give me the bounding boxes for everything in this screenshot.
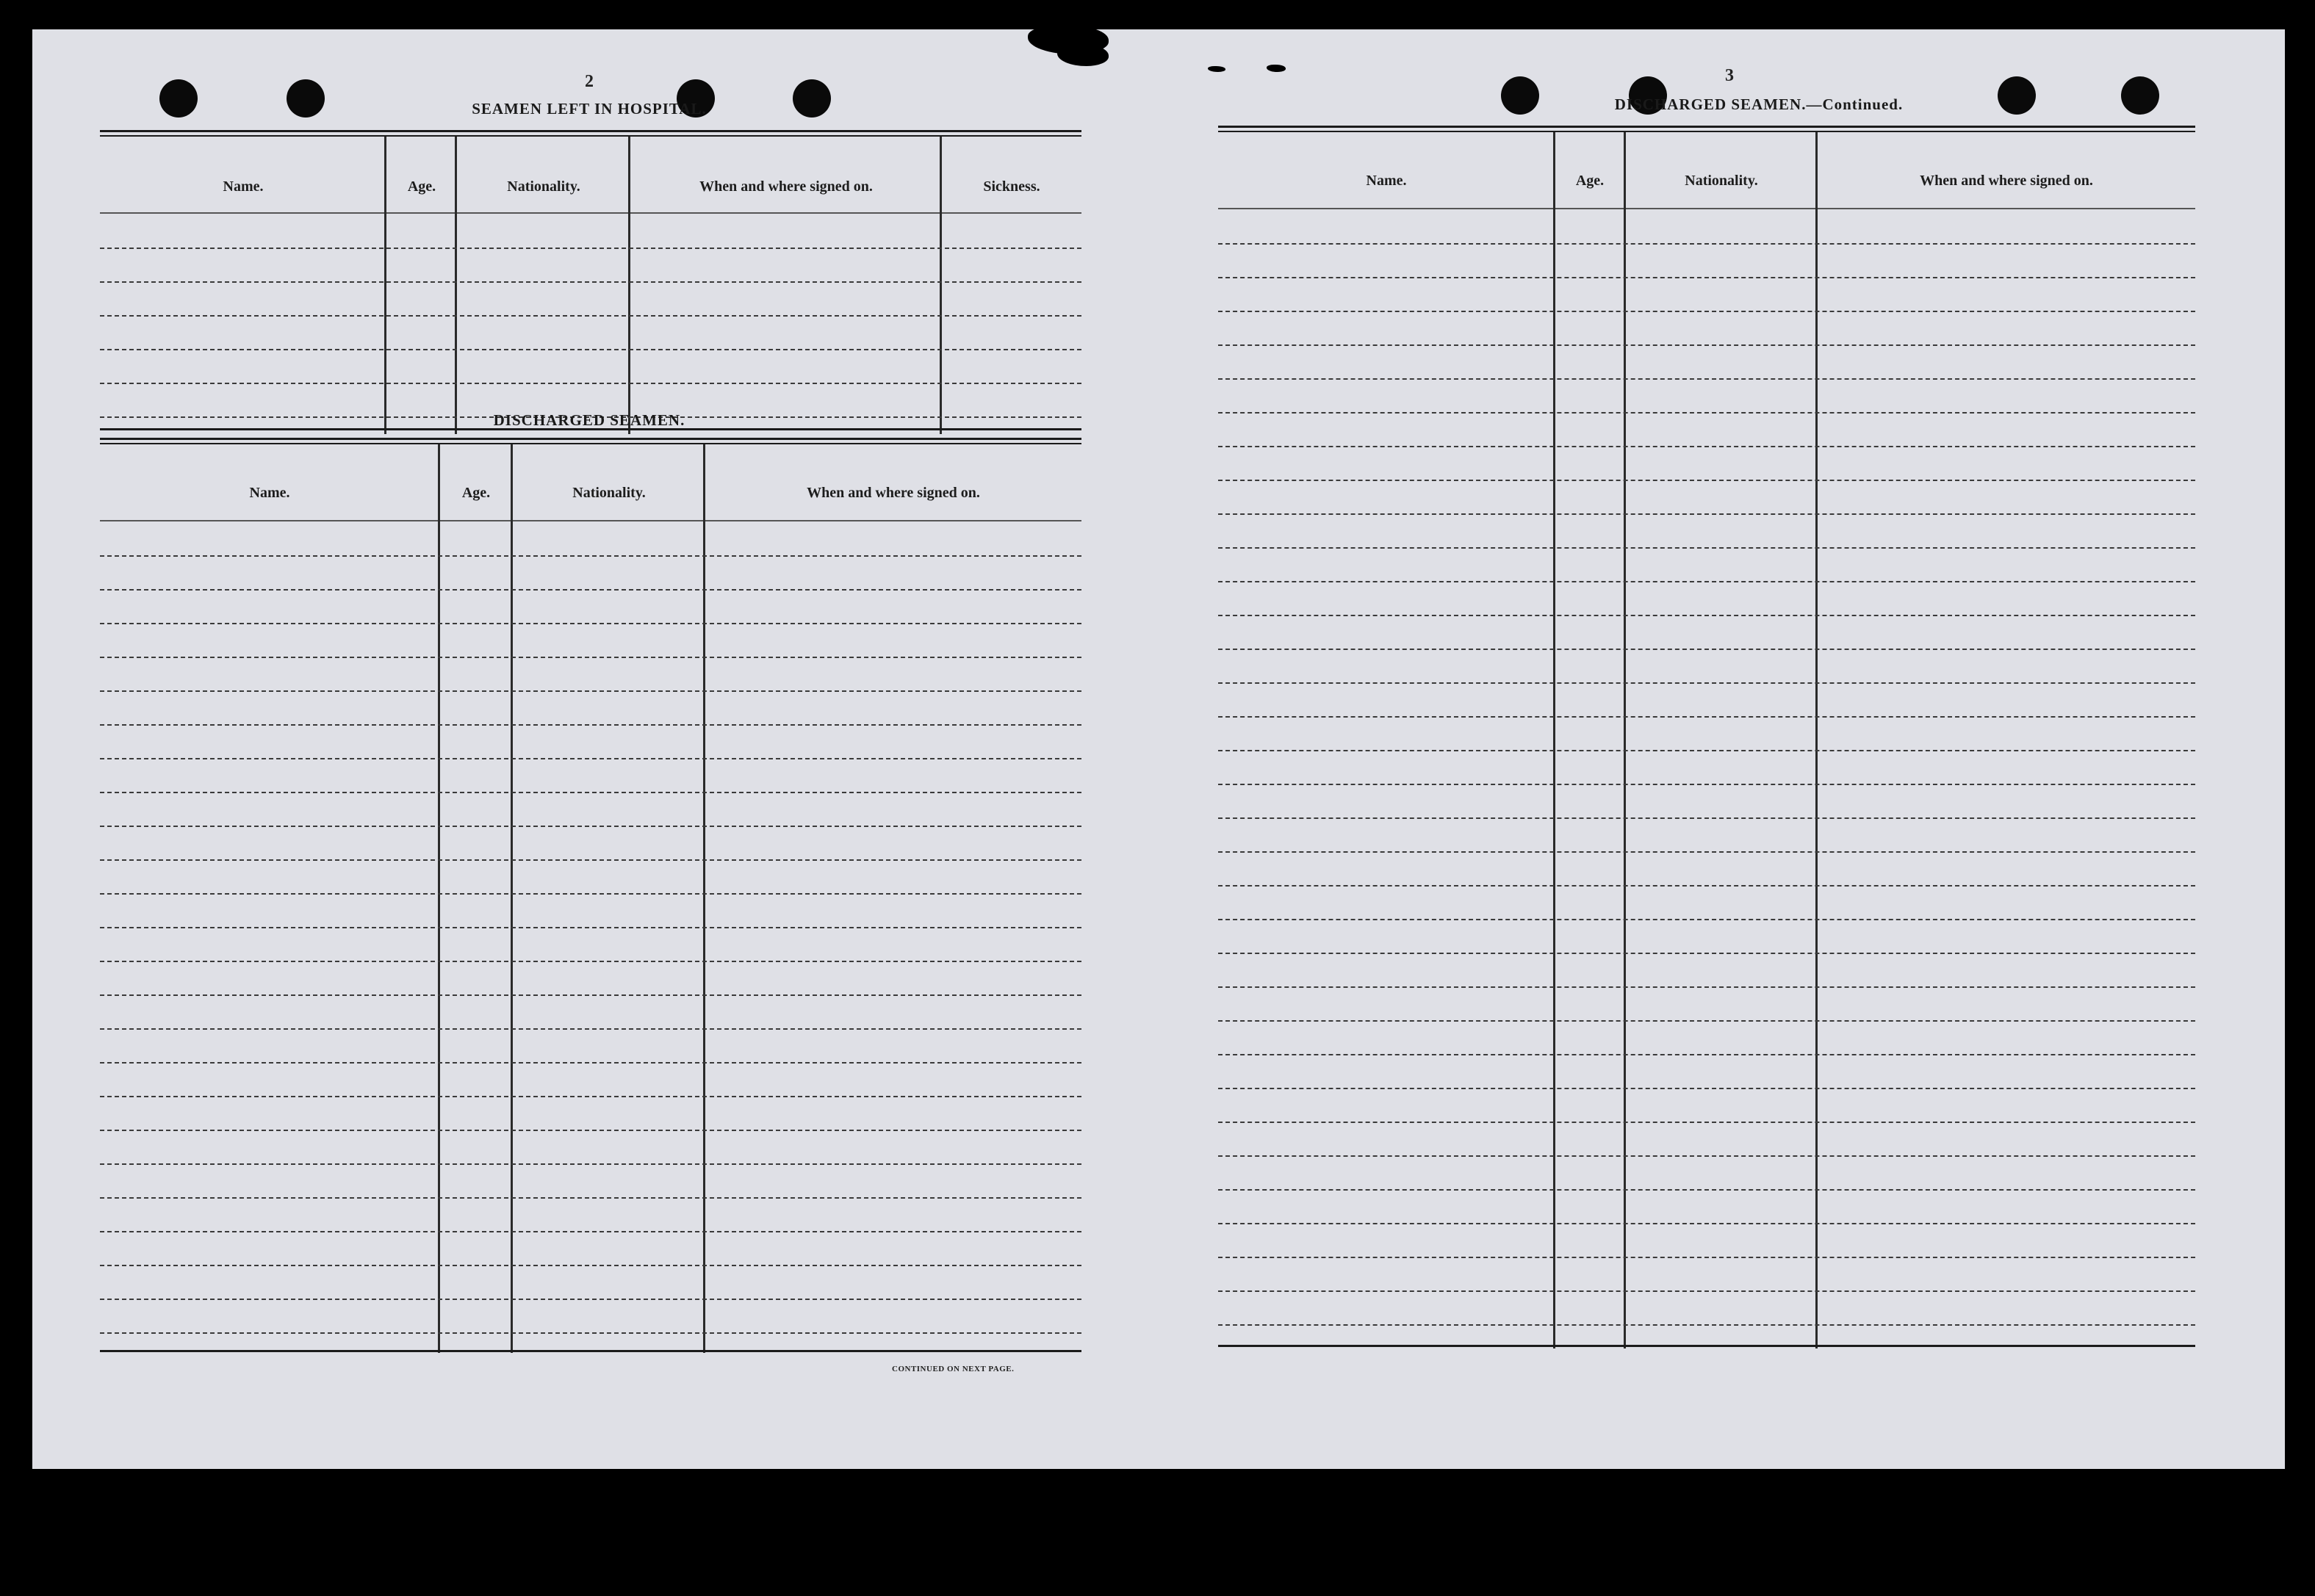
col-header-age: Age. — [461, 485, 491, 501]
col-header-when-where: When and where signed on. — [699, 178, 873, 195]
col-header-sickness: Sickness. — [983, 178, 1040, 195]
page-number: 2 — [585, 72, 594, 91]
col-header-age: Age. — [407, 178, 436, 195]
col-header-name: Name. — [249, 485, 290, 501]
scanned-form-spread — [32, 29, 2285, 1469]
col-header-when-where: When and where signed on. — [807, 485, 980, 501]
section-title-discharged-continued: DISCHARGED SEAMEN.—Continued. — [1614, 95, 1904, 113]
page-number: 3 — [1725, 66, 1734, 85]
col-header-age: Age. — [1575, 173, 1605, 189]
hospital-table — [100, 130, 1081, 431]
col-header-name: Name. — [1366, 173, 1407, 189]
section-title-discharged: DISCHARGED SEAMEN. — [493, 411, 685, 429]
discharged-table-right — [1218, 126, 2195, 1389]
col-header-nationality: Nationality. — [507, 178, 580, 195]
col-header-nationality: Nationality. — [572, 485, 646, 501]
col-header-when-where: When and where signed on. — [1920, 173, 2093, 189]
left-page — [32, 29, 1156, 1469]
discharged-table-left — [100, 438, 1081, 1393]
col-header-name: Name. — [223, 178, 264, 195]
section-title-hospital: SEAMEN LEFT IN HOSPITAL. — [472, 100, 707, 118]
right-page — [1156, 29, 2285, 1469]
col-header-nationality: Nationality. — [1685, 173, 1758, 189]
continued-note: CONTINUED ON NEXT PAGE. — [892, 1365, 1015, 1373]
